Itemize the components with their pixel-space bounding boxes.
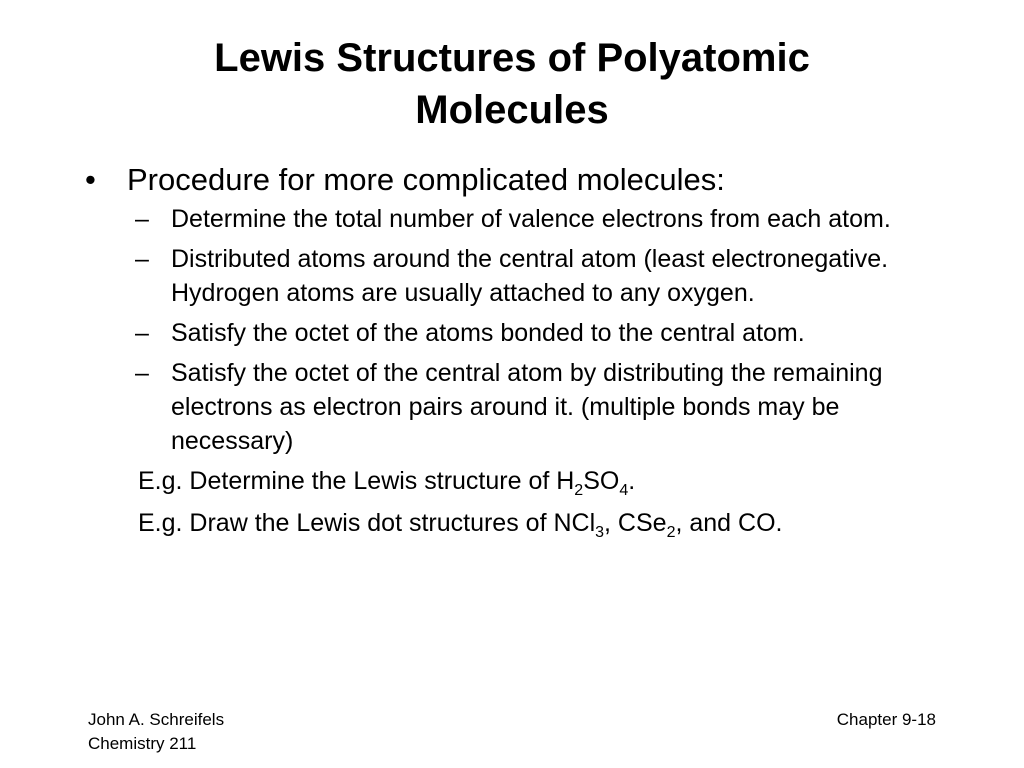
- subscript: 2: [574, 482, 584, 499]
- step-text: Determine the total number of valence electrons from each atom.: [171, 205, 891, 233]
- subscript: 4: [619, 482, 629, 499]
- dash-icon: –: [135, 359, 149, 387]
- title-line-1: Lewis Structures of Polyatomic: [214, 36, 810, 80]
- dash-icon: –: [135, 205, 149, 233]
- slide-body: [85, 162, 945, 548]
- step-item: [85, 242, 931, 310]
- step-text: Distributed atoms around the central atom (least electronegative. Hydrogen atoms are usually attached to any oxygen.: [171, 245, 889, 307]
- dash-icon: –: [135, 319, 149, 347]
- step-text: Satisfy the octet of the central atom by distributing the remaining electrons as electron pairs around it. (multiple bonds may be necessary): [171, 359, 883, 455]
- example-text: SO: [583, 467, 620, 495]
- step-item: [85, 356, 931, 458]
- dash-icon: –: [135, 245, 149, 273]
- footer-left: [88, 708, 224, 756]
- step-item: [85, 316, 931, 350]
- title-line-2: Molecules: [415, 88, 609, 132]
- slide-title: [80, 32, 944, 136]
- example-text: .: [628, 467, 636, 495]
- example-text: E.g. Determine the Lewis structure of H: [138, 467, 575, 495]
- footer-course: Chemistry 211: [88, 734, 197, 753]
- step-text: Satisfy the octet of the atoms bonded to the central atom.: [171, 319, 805, 347]
- footer-right: [837, 708, 936, 732]
- example-text: , and CO.: [675, 509, 783, 537]
- example-h2so4: [85, 464, 945, 498]
- footer-author: John A. Schreifels: [88, 710, 225, 729]
- footer-chapter: Chapter 9-18: [836, 710, 936, 729]
- example-text: , CSe: [604, 509, 667, 537]
- subscript: 3: [595, 524, 605, 541]
- bullet-point: [85, 162, 945, 198]
- example-ncl3-cse2-co: [85, 506, 945, 540]
- bullet-icon: •: [85, 162, 96, 197]
- bullet-text: Procedure for more complicated molecules:: [127, 162, 725, 197]
- subscript: 2: [666, 524, 676, 541]
- step-item: [85, 202, 931, 236]
- example-text: E.g. Draw the Lewis dot structures of NCl: [138, 509, 596, 537]
